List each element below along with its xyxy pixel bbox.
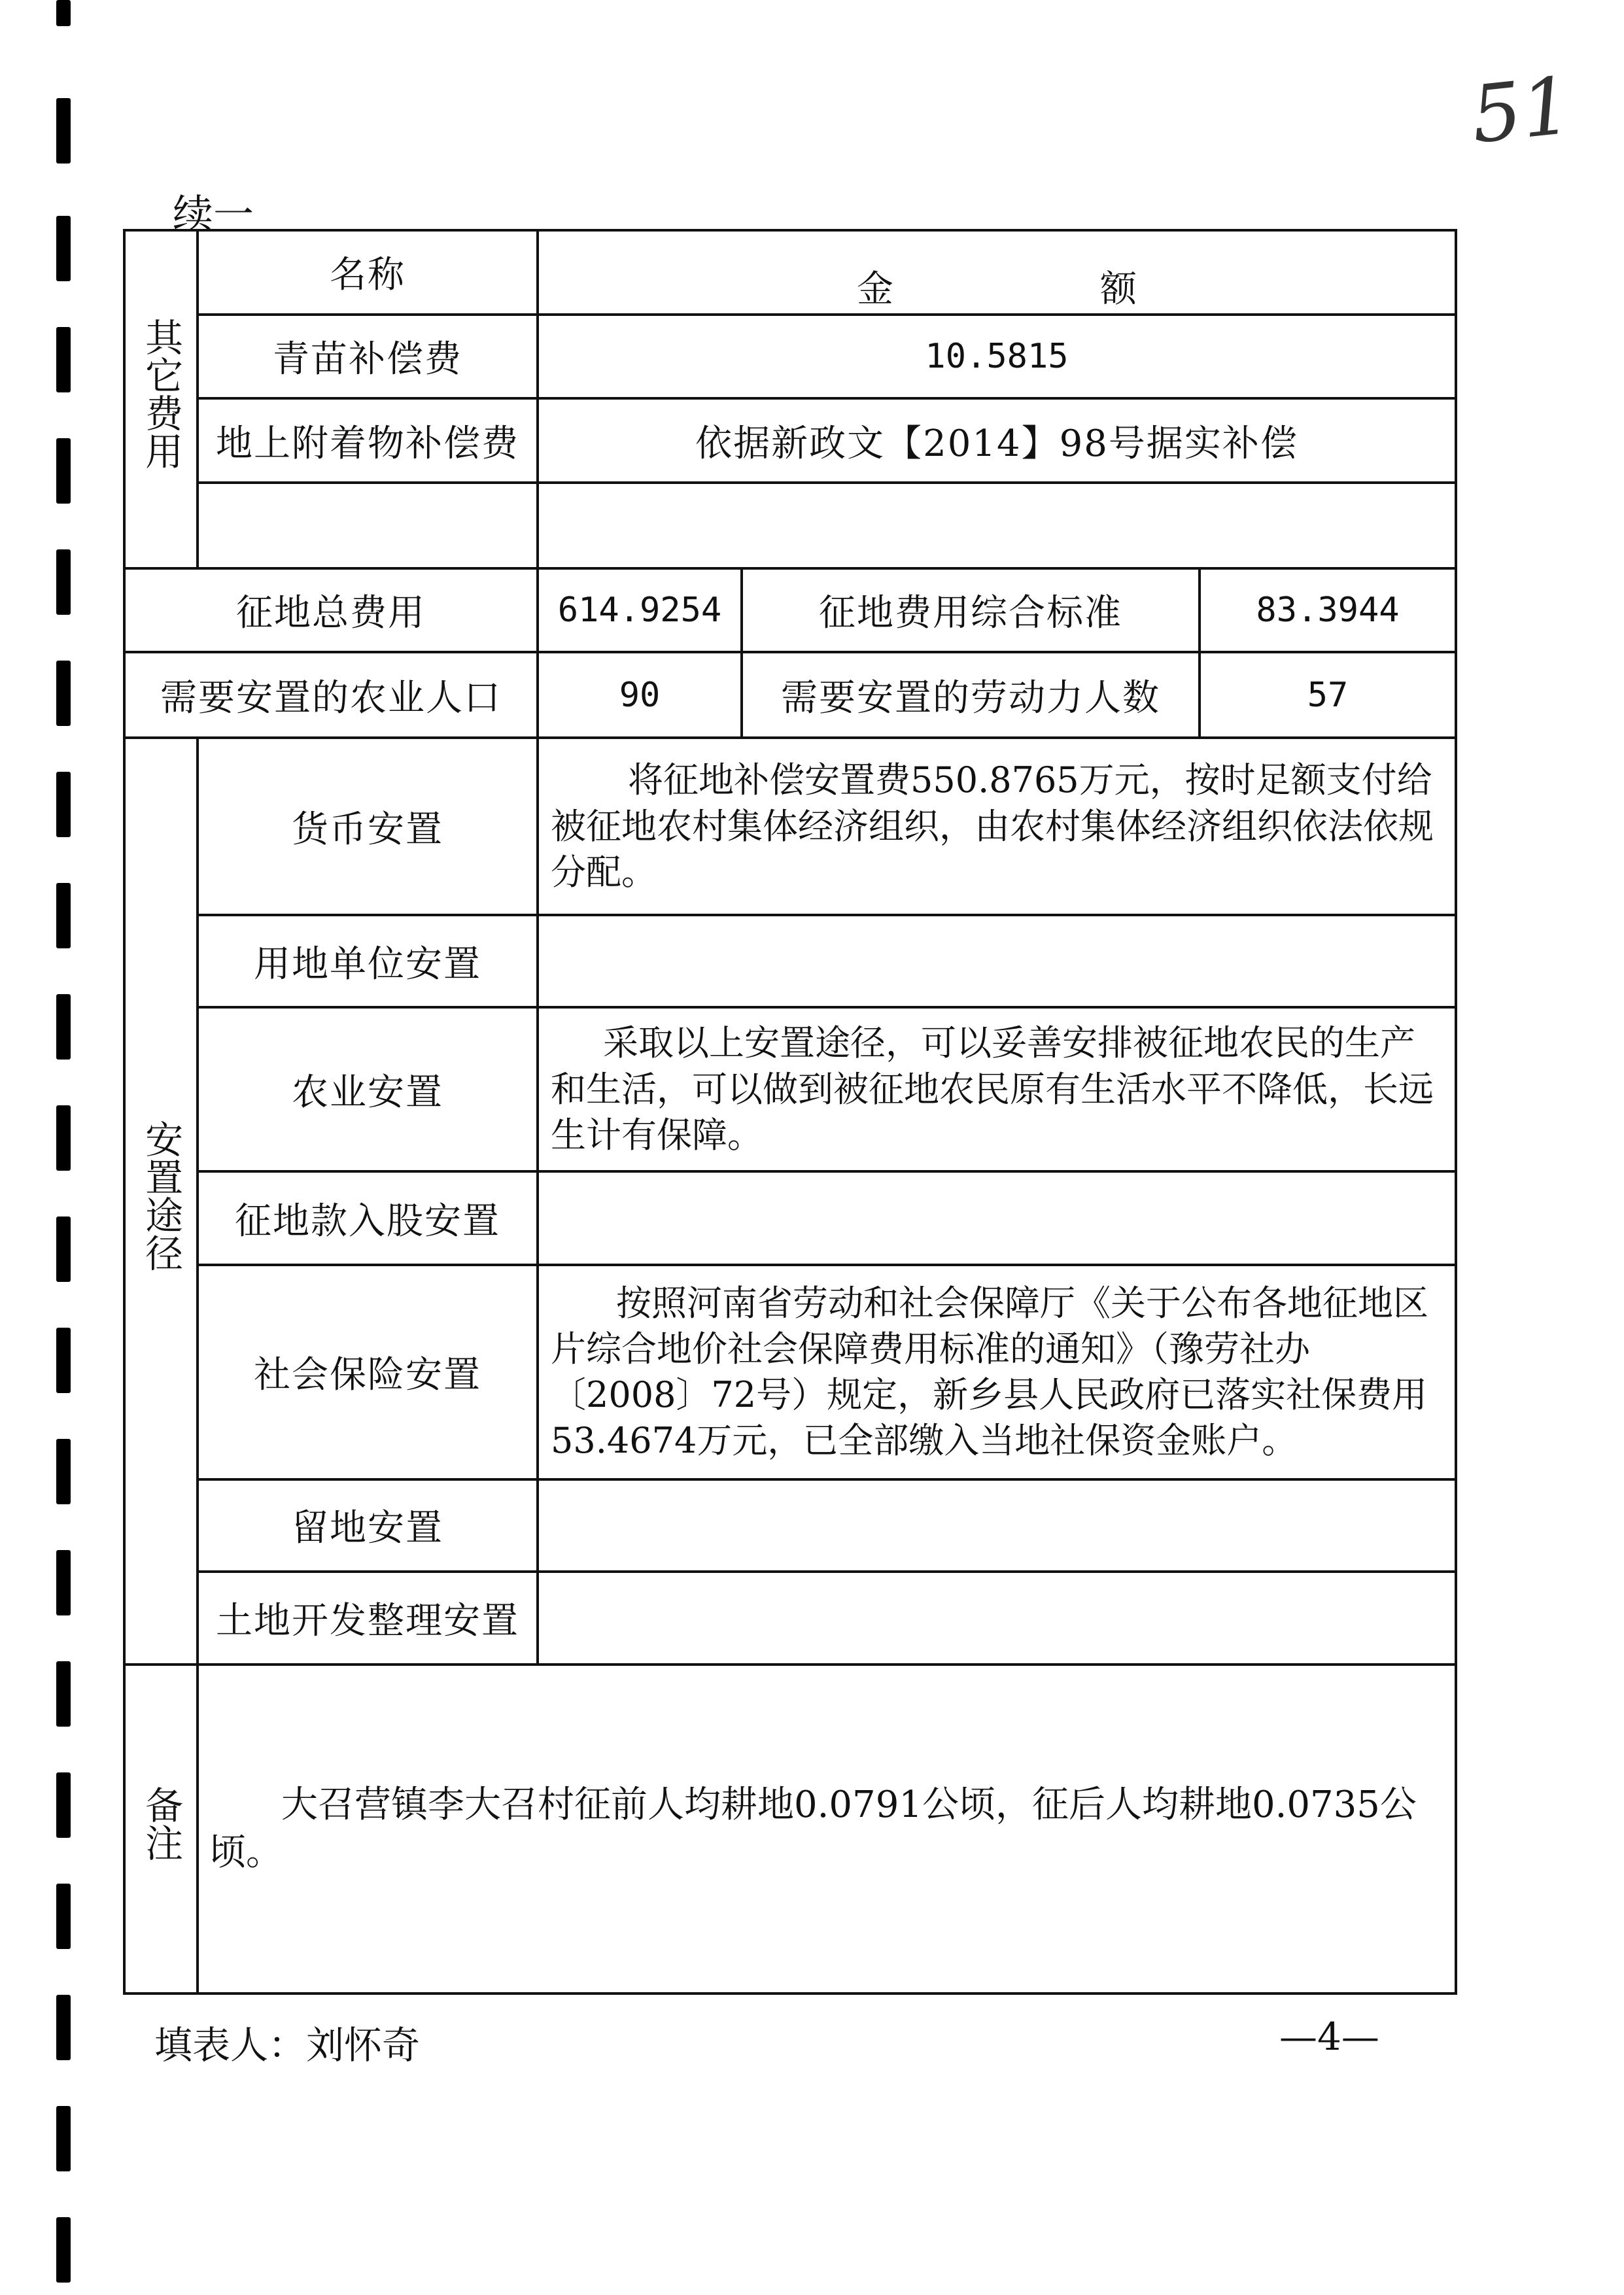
labor-count-value: 57 (1200, 652, 1456, 738)
resettlement-name-land-development: 土地开发整理安置 (198, 1572, 538, 1665)
remarks-label: 备注 (124, 1665, 198, 1993)
resettlement-name-employer: 用地单位安置 (198, 915, 538, 1007)
resettlement-content-monetary: 将征地补偿安置费550.8765万元，按时足额支付给被征地农村集体经济组织，由农村集体经济组织依法依规分配。 (538, 738, 1456, 915)
agri-population-label: 需要安置的农业人口 (124, 652, 538, 738)
header-name: 名称 (198, 230, 538, 315)
other-fees-section-label: 其它费用 (124, 230, 198, 568)
binding-marks (56, 0, 72, 2295)
resettlement-section-label: 安置途径 (124, 738, 198, 1665)
resettlement-content-retained-land (538, 1479, 1456, 1572)
resettlement-name-agricultural: 农业安置 (198, 1007, 538, 1171)
fee-amount-blank (538, 483, 1456, 568)
fee-name-seedling: 青苗补偿费 (198, 315, 538, 399)
resettlement-content-agricultural: 采取以上安置途径，可以妥善安排被征地农民的生产和生活，可以做到被征地农民原有生活水平不降低，长远生计有保障。 (538, 1007, 1456, 1171)
agri-population-value: 90 (538, 652, 742, 738)
total-fee-label: 征地总费用 (124, 568, 538, 653)
labor-count-label: 需要安置的劳动力人数 (742, 652, 1200, 738)
fee-name-attachments: 地上附着物补偿费 (198, 398, 538, 483)
standard-fee-label: 征地费用综合标准 (742, 568, 1200, 653)
form-filler: 填表人：刘怀奇 (154, 2023, 421, 2067)
standard-fee-value: 83.3944 (1200, 568, 1456, 653)
resettlement-content-employer (538, 915, 1456, 1007)
resettlement-name-social-insurance: 社会保险安置 (198, 1265, 538, 1479)
resettlement-content-land-development (538, 1572, 1456, 1665)
page-number: —4— (1279, 2014, 1379, 2059)
fee-name-blank (198, 483, 538, 568)
fee-amount-seedling: 10.5815 (538, 315, 1456, 399)
total-fee-value: 614.9254 (538, 568, 742, 653)
handwritten-page-number: 51 (1467, 60, 1576, 162)
header-amount: 金 额 (538, 230, 1456, 315)
land-acquisition-form (123, 229, 1457, 1995)
remarks-content: 大召营镇李大召村征前人均耕地0.0791公顷，征后人均耕地0.0735公顷。 (198, 1665, 1456, 1993)
resettlement-name-monetary: 货币安置 (198, 738, 538, 915)
resettlement-content-shares (538, 1171, 1456, 1265)
resettlement-content-social-insurance: 按照河南省劳动和社会保障厅《关于公布各地征地区片综合地价社会保障费用标准的通知》（豫劳社办〔2008〕72号）规定，新乡县人民政府已落实社保费用53.4674万元，已全部缴入当地社保资金账户。 (538, 1265, 1456, 1479)
resettlement-name-shares: 征地款入股安置 (198, 1171, 538, 1265)
sheet-continuation-label: 续一 (173, 190, 254, 238)
resettlement-name-retained-land: 留地安置 (198, 1479, 538, 1572)
fee-amount-attachments: 依据新政文【2014】98号据实补偿 (538, 398, 1456, 483)
